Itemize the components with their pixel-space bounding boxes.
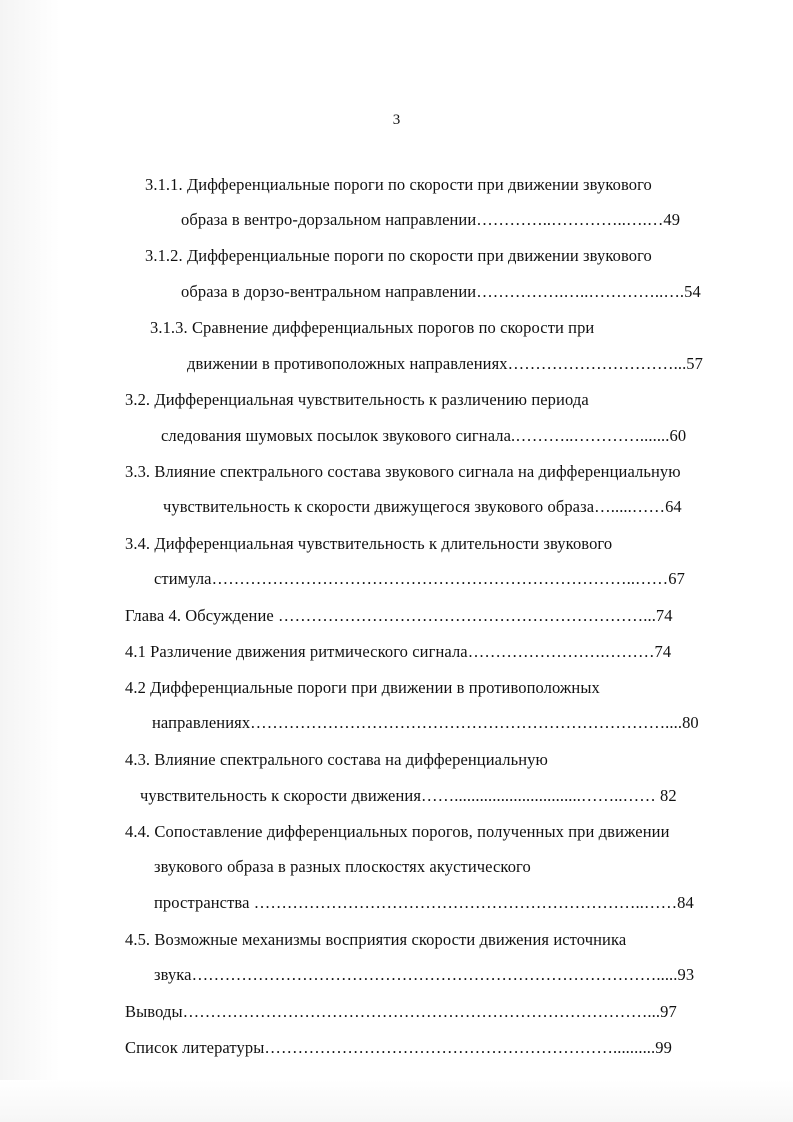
toc-entry-3-3: 3.3. Влияние спектрального состава звукового сигнала на дифференциальную	[125, 462, 681, 481]
toc-entry-conclusions: Выводы…………………………………………………………………………...97	[125, 1002, 677, 1021]
toc-entry-chapter-4: Глава 4. Обсуждение …………………………………………………………...74	[125, 606, 673, 625]
scan-shadow	[0, 0, 60, 1122]
toc-entry-3-4: 3.4. Дифференциальная чувствительность к длительности звукового	[125, 534, 613, 553]
scan-shadow-bottom	[0, 1080, 793, 1122]
toc-entry-4-5: 4.5. Возможные механизмы восприятия скорости движения источника	[125, 930, 627, 949]
toc-entry-4-1: 4.1 Различение движения ритмического сигнала…………………….………74	[125, 642, 672, 661]
toc-entry-3-1-2: 3.1.2. Дифференциальные пороги по скорости при движении звукового	[145, 246, 652, 265]
toc-entry-3-3-cont: чувствительность к скорости движущегося звукового образа….....……64	[163, 497, 682, 516]
toc-entry-3-4-cont: стимула…………………………………………………………………..……67	[154, 569, 685, 588]
toc-entry-references: Список литературы………………………………………………………..........99	[125, 1038, 672, 1057]
toc-entry-3-1-3: 3.1.3. Сравнение дифференциальных порогов по скорости при	[150, 318, 595, 337]
toc-entry-3-2: 3.2. Дифференциальная чувствительность к различению периода	[125, 390, 589, 409]
toc-entry-4-5-cont: звука………………………………………………………………………….....93	[154, 965, 695, 984]
toc-entry-4-4-cont-1: звукового образа в разных плоскостях акустического	[154, 857, 531, 876]
toc-entry-4-4: 4.4. Сопоставление дифференциальных порогов, полученных при движении	[125, 822, 670, 841]
toc-entry-3-1-3-cont: движении в противоположных направлениях…………………………...57	[187, 354, 704, 373]
toc-entry-3-1-1: 3.1.1. Дифференциальные пороги по скорости при движении звукового	[145, 175, 652, 194]
toc-entry-4-2-cont: направлениях…………………………………………………………………....80	[152, 713, 699, 732]
page-number: 3	[392, 112, 401, 128]
toc-entry-4-2: 4.2 Дифференциальные пороги при движении в противоположных	[125, 678, 600, 697]
toc-entry-4-3: 4.3. Влияние спектрального состава на дифференциальную	[125, 750, 548, 769]
toc-entry-4-3-cont: чувствительность к скорости движения……..............................……..…… 82	[140, 786, 677, 805]
toc-entry-3-2-cont: следования шумовых посылок звукового сигнала.………..………….......60	[161, 426, 687, 445]
toc-entry-3-1-2-cont: образа в дорзо-вентральном направлении…………….…..…………..….54	[181, 282, 701, 301]
toc-entry-4-4-cont-2: пространства ……………………………………………………………..……84	[154, 893, 694, 912]
toc-entry-3-1-1-cont: образа в вентро-дорзальном направлении…………..…………..….…49	[181, 210, 681, 229]
